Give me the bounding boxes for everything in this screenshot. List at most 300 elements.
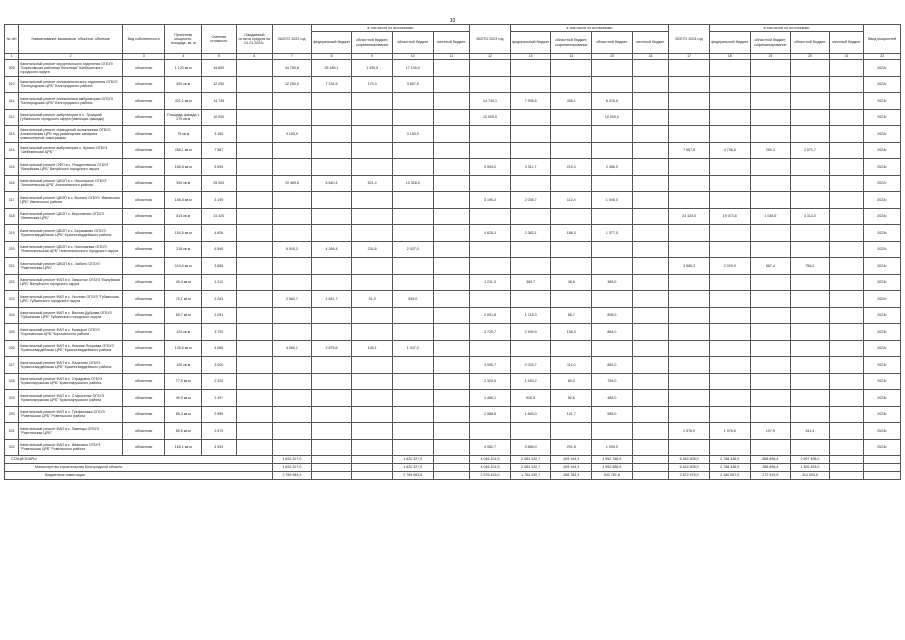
- regional-2022: [392, 258, 433, 275]
- estimate-cost: 5 594: [202, 159, 237, 176]
- federal-2023: [510, 175, 551, 192]
- cofin-2024: [750, 373, 791, 390]
- row-number: 329: [5, 390, 19, 407]
- total-c22: [352, 464, 393, 472]
- capacity: 75,1 кв.м: [165, 291, 202, 308]
- regional-2024: [791, 225, 830, 242]
- estimate-cost: 14 749: [202, 93, 237, 110]
- remaining-funds: [236, 241, 273, 258]
- total-c24: 272 519,5: [750, 472, 791, 480]
- remaining-funds: [236, 109, 273, 126]
- capacity: 86,3 кв.м: [165, 406, 202, 423]
- row-number: 323: [5, 291, 19, 308]
- total-t22: 1 620 327,0: [273, 464, 312, 472]
- federal-2023: 3 686,0: [510, 439, 551, 456]
- regional-2022: [392, 373, 433, 390]
- total-2022: [273, 93, 312, 110]
- row-number: 325: [5, 324, 19, 341]
- total-2024: [669, 390, 710, 407]
- total-t23: 4 046 101,5: [470, 464, 511, 472]
- local-2023: [632, 109, 669, 126]
- total-2022: [273, 406, 312, 423]
- local-2022: [433, 208, 470, 225]
- remaining-funds: [236, 357, 273, 374]
- object-name: Капитальный ремонт помещений поликлиники ОГБУЗ Алексеевская ЦРБ под размещение аппарата компьютерной томографии: [19, 126, 123, 143]
- regional-2023: [592, 142, 633, 159]
- ownership: областная: [122, 439, 165, 456]
- remaining-funds: [236, 439, 273, 456]
- capacity: 165,1 кв.м: [165, 439, 202, 456]
- object-name: Капитальный ремонт ФАП в с. Казацкое ОГБУЗ "Корочанская ЦРБ" Корочанского района: [19, 324, 123, 341]
- cofin-2023: 186,3: [551, 225, 592, 242]
- total-2022: [273, 109, 312, 126]
- federal-2023: 926,5: [510, 390, 551, 407]
- local-2023: [632, 357, 669, 374]
- regional-2023: 862,0: [592, 357, 633, 374]
- local-2023: [632, 142, 669, 159]
- row-number: 328: [5, 373, 19, 390]
- column-number: 16: [632, 54, 669, 60]
- estimate-cost: 25 000: [202, 175, 237, 192]
- total-l23: [632, 472, 669, 480]
- estimate-cost: 12 250: [202, 76, 237, 93]
- federal-2024: [709, 357, 750, 374]
- remaining-funds: [236, 340, 273, 357]
- local-2022: [433, 258, 470, 275]
- cofin-2023: 48,6: [551, 274, 592, 291]
- cofin-2023: 80,3: [551, 373, 592, 390]
- capacity: 218 кв.м: [165, 241, 202, 258]
- cofin-2022: [352, 373, 393, 390]
- local-2024: [829, 406, 864, 423]
- total-2023: 2 091,8: [470, 307, 511, 324]
- federal-2024: [709, 225, 750, 242]
- federal-2023: [510, 109, 551, 126]
- header-local: местный бюджет: [433, 32, 470, 54]
- capacity: 421,1 кв.м: [165, 93, 202, 110]
- local-2023: [632, 159, 669, 176]
- federal-2022: [311, 423, 352, 440]
- header-num: № п/п: [5, 25, 19, 54]
- table-row: [5, 175, 901, 192]
- object-name: Капитальный ремонт амбулатории с. Купино ОГБУЗ "Шебекинская ЦРБ": [19, 142, 123, 159]
- regional-2024: [791, 175, 830, 192]
- cofin-2023: 215,3: [551, 159, 592, 176]
- table-row: [5, 357, 901, 374]
- local-2022: [433, 357, 470, 374]
- capacity: 814 кв.м: [165, 208, 202, 225]
- cofin-2022: 1 439,9: [352, 60, 393, 77]
- local-2023: [632, 175, 669, 192]
- estimate-cost: 10 000: [202, 109, 237, 126]
- total-f24: 2 788 348,9: [709, 456, 750, 464]
- commissioning-year: 2022г.: [864, 76, 901, 93]
- regional-2023: 796,0: [592, 373, 633, 390]
- cofin-2023: [551, 208, 592, 225]
- estimate-cost: 4 626: [202, 225, 237, 242]
- remaining-funds: [236, 225, 273, 242]
- regional-2023: 1 095,0: [592, 439, 633, 456]
- header-total-2023: ВСЕГО 2023 год: [470, 25, 511, 54]
- header-capacity: Проектная мощность, площадь, кв. м: [165, 25, 202, 54]
- regional-2024: [791, 93, 830, 110]
- total-2022: 44 750,8: [273, 60, 312, 77]
- total-2024: [669, 76, 710, 93]
- estimate-cost: 2 589: [202, 406, 237, 423]
- total-2023: 5 594,0: [470, 159, 511, 176]
- local-2023: [632, 439, 669, 456]
- row-number: 330: [5, 406, 19, 423]
- header-name: Наименование заказчиков, объектов, объемов: [19, 25, 123, 54]
- regional-2022: [392, 390, 433, 407]
- cofin-2024: [750, 93, 791, 110]
- federal-2024: 2 029,9: [709, 258, 750, 275]
- local-2022: [433, 390, 470, 407]
- local-2023: [632, 76, 669, 93]
- header-regional: областной бюджет: [791, 32, 830, 54]
- cofin-2022: [352, 357, 393, 374]
- cofin-2023: 111,0: [551, 357, 592, 374]
- object-name: Капитальный ремонт ФАП в с. Трефиловка ОГБУЗ "Ровеньская ЦРБ" Ровеньского района: [19, 406, 123, 423]
- local-2022: [433, 307, 470, 324]
- remaining-funds: [236, 175, 273, 192]
- cofin-2022: [352, 93, 393, 110]
- header-local: местный бюджет: [829, 32, 864, 54]
- commissioning-year: 2022г.: [864, 175, 901, 192]
- row-number: 316: [5, 175, 19, 192]
- page-number: 10: [449, 18, 456, 24]
- table-row: [5, 258, 901, 275]
- cofin-2023: [551, 340, 592, 357]
- cofin-2023: [551, 109, 592, 126]
- object-name: Капитальный ремонт ЦВОП с. Верхопенье ОГБУЗ "Ивнянская ЦРБ": [19, 208, 123, 225]
- header-sources-2022: в том числе по источникам:: [311, 25, 469, 32]
- local-2024: [829, 76, 864, 93]
- cofin-2024: [750, 324, 791, 341]
- regional-2022: 13 328,0: [392, 175, 433, 192]
- table-row: [5, 126, 901, 143]
- local-2024: [829, 60, 864, 77]
- ownership: областная: [122, 208, 165, 225]
- regional-2023: [592, 423, 633, 440]
- row-number: 311: [5, 93, 19, 110]
- capacity: 106,5 кв.м: [165, 192, 202, 209]
- capacity: 40,4 кв.м: [165, 274, 202, 291]
- ownership: областная: [122, 159, 165, 176]
- regional-2024: [791, 241, 830, 258]
- local-2024: [829, 258, 864, 275]
- federal-2024: [709, 159, 750, 176]
- row-number: 309: [5, 60, 19, 77]
- total-2023: 3 195,2: [470, 192, 511, 209]
- federal-2022: [311, 126, 352, 143]
- table-row: [5, 109, 901, 126]
- regional-2023: 10 000,0: [592, 109, 633, 126]
- cofin-2023: [551, 241, 592, 258]
- cofin-2022: [352, 423, 393, 440]
- total-commissioning: [864, 464, 901, 472]
- regional-2024: [791, 60, 830, 77]
- total-c22: [352, 456, 393, 464]
- cofin-2022: 234,8: [352, 241, 393, 258]
- total-2024: [669, 373, 710, 390]
- total-2024: 3 585,3: [669, 258, 710, 275]
- row-number: 324: [5, 307, 19, 324]
- estimate-cost: 2 325: [202, 373, 237, 390]
- local-2022: [433, 225, 470, 242]
- header-regional-cofin: областной бюджет, софинансирование: [551, 32, 592, 54]
- total-label: СТАЦИОНАРЫ: [5, 456, 273, 464]
- total-c23: 409 194,3: [551, 456, 592, 464]
- row-number: 326: [5, 340, 19, 357]
- local-2023: [632, 406, 669, 423]
- ownership: областная: [122, 258, 165, 275]
- header-federal: федеральный бюджет: [311, 32, 352, 54]
- row-number: 322: [5, 274, 19, 291]
- federal-2023: [510, 208, 551, 225]
- column-number: 2: [19, 54, 123, 60]
- regional-2022: [392, 423, 433, 440]
- object-name: Капитальный ремонт поликлиники амбулатории ОГБУЗ "Белгородская ЦРБ" Белгородского района: [19, 93, 123, 110]
- estimate-cost: 1 212: [202, 274, 237, 291]
- column-number: 22: [864, 54, 901, 60]
- total-o22: 1 620 327,0: [392, 456, 433, 464]
- local-2022: [433, 126, 470, 143]
- total-2023: [470, 423, 511, 440]
- total-c24: 888 898,4: [750, 456, 791, 464]
- cofin-2023: 112,4: [551, 192, 592, 209]
- header-regional-cofin: областной бюджет, софинансирование: [352, 32, 393, 54]
- commissioning-year: 2023г.: [864, 274, 901, 291]
- local-2024: [829, 175, 864, 192]
- total-2022: 3 150,0: [273, 126, 312, 143]
- total-2022: [273, 439, 312, 456]
- regional-2023: 1 046,0: [592, 192, 633, 209]
- cofin-2022: [352, 109, 393, 126]
- estimate-cost: 4 953: [202, 439, 237, 456]
- table-row: [5, 241, 901, 258]
- estimate-cost: 2 091: [202, 307, 237, 324]
- cofin-2022: 91,9: [352, 291, 393, 308]
- total-2024: [669, 109, 710, 126]
- object-name: Капитальный ремонт ФАП в с. Вислая Дубрава ОГБУЗ "Губкинская ЦРБ" Губкинского городского округа: [19, 307, 123, 324]
- total-f22: [311, 472, 352, 480]
- total-2023: [470, 60, 511, 77]
- estimate-cost: 7 567: [202, 142, 237, 159]
- cofin-2023: 201,8: [551, 439, 592, 456]
- regional-2023: 489,0: [592, 390, 633, 407]
- federal-2023: 2 025,7: [510, 357, 551, 374]
- federal-2022: [311, 225, 352, 242]
- regional-2024: [791, 126, 830, 143]
- capacity: 77,5 кв.м: [165, 373, 202, 390]
- ownership: областная: [122, 60, 165, 77]
- regional-2022: [392, 159, 433, 176]
- commissioning-year: 2023г.: [864, 439, 901, 456]
- total-label: Министерство строительства Белгородской области: [5, 464, 273, 472]
- remaining-funds: [236, 307, 273, 324]
- object-name: Капитальный ремонт ЦВОП в с. Николаевка ОГБУЗ "Новооскольская ЦРБ" Новооскольского городского округа: [19, 241, 123, 258]
- total-2022: [273, 208, 312, 225]
- object-name: Капитальный ремонт ОФП в с. Рождественка ОГБУЗ "Валуйская ЦРБ" Валуйского городского округа: [19, 159, 123, 176]
- table-row: [5, 274, 901, 291]
- local-2024: [829, 93, 864, 110]
- total-2023: 4 982,7: [470, 439, 511, 456]
- commissioning-year: 2024г.: [864, 423, 901, 440]
- federal-2024: [709, 340, 750, 357]
- cofin-2024: [750, 60, 791, 77]
- regional-2022: 3 150,0: [392, 126, 433, 143]
- capacity: 119,6 кв.м: [165, 258, 202, 275]
- regional-2022: [392, 324, 433, 341]
- federal-2024: 19 073,6: [709, 208, 750, 225]
- remaining-funds: [236, 159, 273, 176]
- total-2022: [273, 373, 312, 390]
- local-2023: [632, 423, 669, 440]
- total-o24: 2 997 498,0: [791, 456, 830, 464]
- capacity: 100 кв.м: [165, 357, 202, 374]
- total-l24: [829, 472, 864, 480]
- capacity: 49,9 кв.м: [165, 390, 202, 407]
- ownership: областная: [122, 390, 165, 407]
- ownership: областная: [122, 373, 165, 390]
- ownership: областная: [122, 109, 165, 126]
- table-row: [5, 439, 901, 456]
- cofin-2022: [352, 208, 393, 225]
- column-number: 10: [392, 54, 433, 60]
- federal-2024: [709, 439, 750, 456]
- local-2024: [829, 126, 864, 143]
- commissioning-year: 2022г.: [864, 126, 901, 143]
- cofin-2024: [750, 340, 791, 357]
- regional-2022: [392, 406, 433, 423]
- total-2023: [470, 340, 511, 357]
- cofin-2022: [352, 142, 393, 159]
- cofin-2023: 50,6: [551, 390, 592, 407]
- table-row: [5, 93, 901, 110]
- ownership: областная: [122, 423, 165, 440]
- total-commissioning: [864, 472, 901, 480]
- local-2023: [632, 258, 669, 275]
- federal-2022: [311, 390, 352, 407]
- cofin-2022: [352, 274, 393, 291]
- regional-2022: [392, 274, 433, 291]
- federal-2023: 1 216,3: [510, 307, 551, 324]
- cofin-2022: 170,0: [352, 76, 393, 93]
- local-2022: [433, 142, 470, 159]
- cofin-2022: [352, 192, 393, 209]
- ownership: областная: [122, 357, 165, 374]
- header-regional: областной бюджет: [592, 32, 633, 54]
- object-name: Капитальный ремонт ЦВОП в с. Волоты ОГБУЗ "Ивнянская ЦРБ" Ивнянского района: [19, 192, 123, 209]
- header-cost: Сметная стоимость: [202, 25, 237, 54]
- federal-2024: [709, 406, 750, 423]
- estimate-cost: 2 679: [202, 423, 237, 440]
- federal-2022: [311, 109, 352, 126]
- federal-2024: [709, 192, 750, 209]
- regional-2024: [791, 406, 830, 423]
- cofin-2023: [551, 291, 592, 308]
- table-row: [5, 159, 901, 176]
- cofin-2024: [750, 175, 791, 192]
- ownership: областная: [122, 175, 165, 192]
- total-2023: 1 466,1: [470, 390, 511, 407]
- local-2023: [632, 60, 669, 77]
- total-2023: [470, 258, 511, 275]
- cofin-2023: [551, 126, 592, 143]
- local-2023: [632, 390, 669, 407]
- local-2024: [829, 324, 864, 341]
- estimate-cost: 6 540: [202, 241, 237, 258]
- total-f24: 2 788 348,9: [709, 464, 750, 472]
- local-2022: [433, 423, 470, 440]
- total-2022: 4 068,1: [273, 340, 312, 357]
- total-o23: 1 552 786,9: [592, 456, 633, 464]
- total-2024: [669, 307, 710, 324]
- total-2022: [273, 192, 312, 209]
- regional-2022: 539,0: [392, 291, 433, 308]
- total-f23: 2 084 120,7: [510, 456, 551, 464]
- total-2023: [470, 126, 511, 143]
- federal-2022: [311, 373, 352, 390]
- federal-2022: 6 640,4: [311, 175, 352, 192]
- local-2022: [433, 60, 470, 77]
- estimate-cost: 3 000: [202, 357, 237, 374]
- remaining-funds: [236, 258, 273, 275]
- header-federal: федеральный бюджет: [709, 32, 750, 54]
- object-name: Капитальный ремонт ФАП в с. Уколово ОГБУЗ "Губкинская ЦРБ" Губкинского городского округа: [19, 291, 123, 308]
- cofin-2024: [750, 406, 791, 423]
- local-2022: [433, 93, 470, 110]
- cofin-2024: [750, 390, 791, 407]
- column-number: 1: [5, 54, 19, 60]
- total-t22: 1 620 327,0: [273, 456, 312, 464]
- object-name: Капитальный ремонт амбулатории в с. Троицкий Губкинского городского округа (имеющих фасады): [19, 109, 123, 126]
- total-2023: 3 000,7: [470, 357, 511, 374]
- regional-2022: [392, 439, 433, 456]
- local-2023: [632, 208, 669, 225]
- total-2022: [273, 225, 312, 242]
- federal-2022: [311, 274, 352, 291]
- cofin-2024: [750, 192, 791, 209]
- total-o23: 1 552 586,9: [592, 464, 633, 472]
- capacity: 124 кв.м: [165, 324, 202, 341]
- cofin-2024: 107,5: [750, 423, 791, 440]
- ownership: областная: [122, 241, 165, 258]
- total-row: [5, 464, 901, 472]
- column-number: 17: [669, 54, 710, 60]
- total-l24: [829, 464, 864, 472]
- remaining-funds: [236, 274, 273, 291]
- total-2022: 19 489,8: [273, 175, 312, 192]
- total-o22: 2 759 983,6: [392, 472, 433, 480]
- total-2023: 2 325,5: [470, 373, 511, 390]
- total-2023: 2 588,8: [470, 406, 511, 423]
- total-o24: 1 365 493,0: [791, 464, 830, 472]
- cofin-2023: [551, 258, 592, 275]
- total-c24: 388 898,4: [750, 464, 791, 472]
- row-number: 313: [5, 126, 19, 143]
- row-number: 319: [5, 225, 19, 242]
- local-2023: [632, 340, 669, 357]
- cofin-2022: [352, 258, 393, 275]
- local-2022: [433, 373, 470, 390]
- regional-2023: [592, 60, 633, 77]
- federal-2024: [709, 390, 750, 407]
- federal-2022: [311, 93, 352, 110]
- total-row: [5, 456, 901, 464]
- federal-2024: [709, 241, 750, 258]
